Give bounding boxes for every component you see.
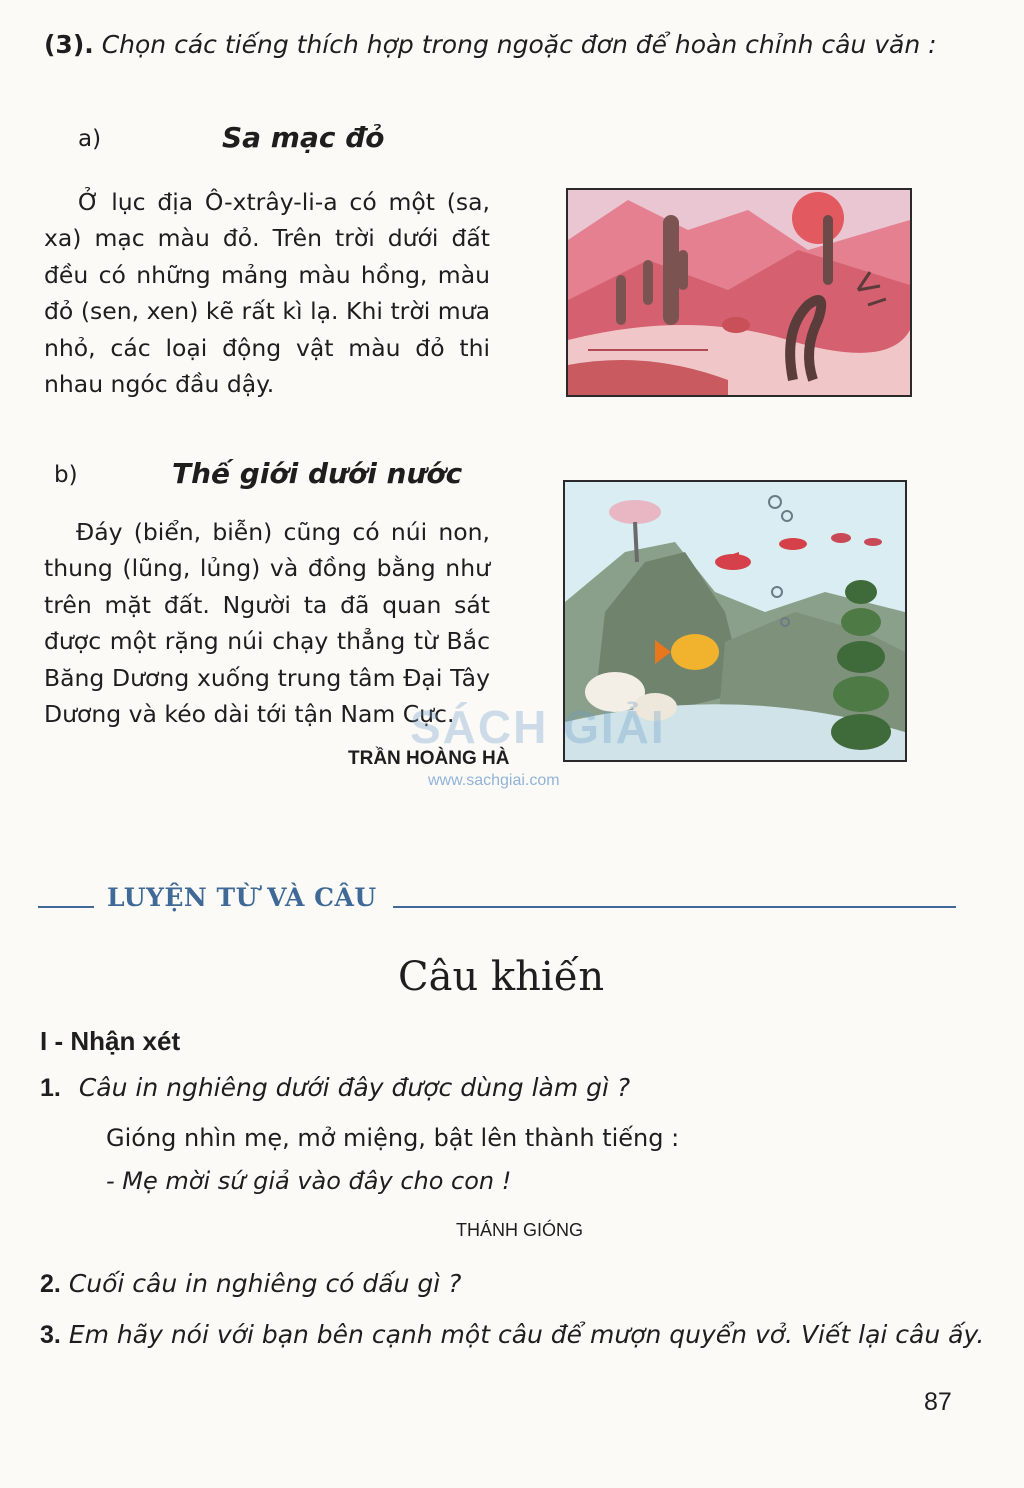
watermark-logo: SÁCH GIẢI <box>410 701 666 753</box>
question-2-number: 2. <box>40 1270 61 1298</box>
part-a-paragraph: Ở lục địa Ô-xtrây-li-a có một (sa, xa) mạc màu đỏ. Trên trời dưới đất đều có những mảng màu hồng, màu đỏ (sen, xen) kẽ rất kì lạ. Khi trời mưa nhỏ, các loại động vật màu đỏ thi nhau ngóc đầu dậy. <box>44 188 490 399</box>
question-1 <box>40 1073 630 1103</box>
question-2-text: Cuối câu in nghiêng có dấu gì ? <box>68 1269 462 1298</box>
part-a-label: a) <box>78 126 102 152</box>
desert-illustration <box>566 188 912 397</box>
exercise-number: (3). <box>44 30 94 59</box>
quote-sentence: - Mẹ mời sứ giả vào đây cho con ! <box>106 1167 512 1195</box>
question-3 <box>40 1320 984 1350</box>
question-1-text: Câu in nghiêng dưới đây được dùng làm gì ? <box>78 1073 631 1102</box>
quote-intro: Gióng nhìn mẹ, mở miệng, bật lên thành tiếng : <box>106 1124 680 1152</box>
exercise-text: Chọn các tiếng thích hợp trong ngoặc đơn để hoàn chỉnh câu văn : <box>101 30 937 59</box>
lesson-title: Câu khiến <box>398 954 605 1000</box>
question-2 <box>40 1269 461 1299</box>
section-title: LUYỆN TỪ VÀ CÂU <box>107 883 377 912</box>
question-3-number: 3. <box>40 1321 61 1349</box>
desert-scene-svg <box>568 190 910 395</box>
question-3-text: Em hãy nói với bạn bên cạnh một câu để mượn quyển vở. Viết lại câu ấy. <box>68 1320 985 1349</box>
part-a-title: Sa mạc đỏ <box>222 121 385 154</box>
section-rule-left <box>38 906 94 908</box>
question-1-number: 1. <box>40 1074 61 1102</box>
part-b-label: b) <box>54 462 78 488</box>
page-number: 87 <box>924 1388 952 1416</box>
part-b-author: TRẦN HOÀNG HÀ <box>348 748 510 769</box>
watermark-url: www.sachgiai.com <box>428 772 560 789</box>
section-rule-right <box>393 906 956 908</box>
quote-source: THÁNH GIÓNG <box>456 1220 584 1240</box>
part-b-paragraph: Đáy (biển, biễn) cũng có núi non, thung (lũng, lủng) và đồng bằng như trên mặt đất. Người ta đã quan sát được một rặng núi chạy thẳng từ Bắc Băng Dương xuống trung tâm Đại Tây Dương và kéo dài tới tận Nam Cực. <box>44 518 490 729</box>
exercise-instruction <box>44 30 937 59</box>
part-b-title: Thế giới dưới nước <box>172 457 463 490</box>
part-heading: I - Nhận xét <box>40 1026 181 1056</box>
